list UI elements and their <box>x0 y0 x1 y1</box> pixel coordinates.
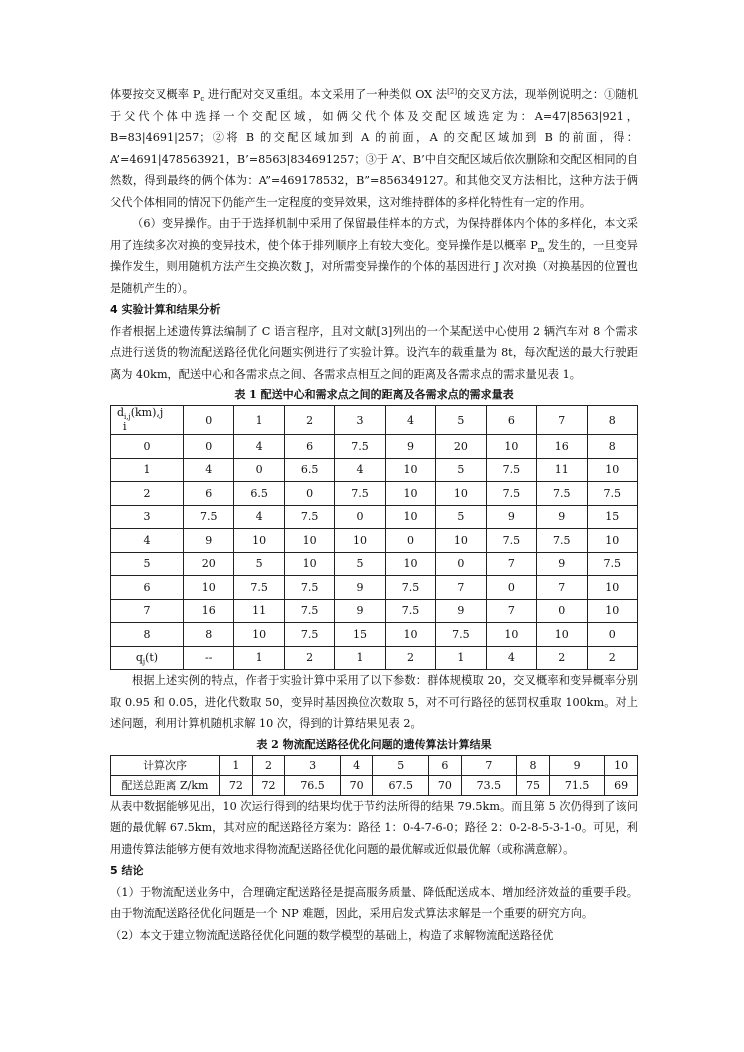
distance-cell: 7.5 <box>284 599 334 623</box>
demand-cell: 2 <box>385 646 435 670</box>
paragraph-conclusion-1: （1）于物流配送业务中，合理确定配送路径是提高服务质量、降低配送成本、增加经济效益的重要手段。由于物流配送路径优化问题是一个 NP 难题，因此，采用启发式算法求解是一个重要的研究方向。 <box>110 885 638 920</box>
distance-cell: 7.5 <box>385 599 435 623</box>
demand-cell: 1 <box>234 646 284 670</box>
row-label: 5 <box>111 552 184 576</box>
distance-cell: 7.5 <box>284 505 334 529</box>
order-cell: 2 <box>252 755 285 775</box>
order-cell: 5 <box>373 755 429 775</box>
col-header: 2 <box>284 406 334 435</box>
distance-cell: 6.5 <box>284 458 334 482</box>
section-heading-4: 4 实验计算和结果分析 <box>110 303 221 316</box>
distance-cell: 0 <box>284 482 334 506</box>
table1-caption: 表 1 配送中心和需求点之间的距离及各需求点的需求量表 <box>234 388 514 401</box>
row-label: 6 <box>111 576 184 600</box>
distance-cell: 15 <box>335 623 385 647</box>
distance-cell: 10 <box>486 623 536 647</box>
demand-cell: 2 <box>284 646 334 670</box>
distance-cell: 4 <box>234 505 284 529</box>
distance-cell: 16 <box>184 599 234 623</box>
distance-cell: 0 <box>234 458 284 482</box>
distance-cell: 72 <box>220 775 253 795</box>
distance-cell: 10 <box>436 529 486 553</box>
demand-cell: 2 <box>587 646 638 670</box>
distance-cell: 9 <box>486 505 536 529</box>
distance-cell: 6.5 <box>234 482 284 506</box>
distance-cell: 10 <box>486 435 536 459</box>
distance-cell: 7.5 <box>436 623 486 647</box>
row-label: 配送总距离 Z/km <box>111 775 220 795</box>
col-header: 5 <box>436 406 486 435</box>
col-header: 7 <box>537 406 587 435</box>
distance-cell: 0 <box>335 505 385 529</box>
row-label: 7 <box>111 599 184 623</box>
distance-cell: 10 <box>587 576 638 600</box>
paragraph-experiment: 作者根据上述遗传算法编制了 C 语言程序，且对文献[3]列出的一个某配送中心使用 2 辆汽车对 8 个需求点进行送货的物流配送路径优化问题实例进行了实验计算。设汽车的载重量为 8t，每次配送的最大行驶距离为 40km，配送中心和各需求点之间、各需求点相互之间的距离及各需求点的需求量见表 1。 <box>110 324 638 381</box>
distance-cell: 10 <box>234 623 284 647</box>
distance-cell: 67.5 <box>373 775 429 795</box>
distance-cell: 75 <box>517 775 550 795</box>
distance-cell: 7.5 <box>486 458 536 482</box>
distance-cell: 15 <box>587 505 638 529</box>
distance-cell: 10 <box>335 529 385 553</box>
row-label: 计算次序 <box>111 755 220 775</box>
table-row <box>111 552 638 576</box>
distance-cell: 16 <box>537 435 587 459</box>
distance-cell: 10 <box>537 623 587 647</box>
distance-cell: 7.5 <box>284 576 334 600</box>
demand-cell: 1 <box>436 646 486 670</box>
table-row <box>111 775 638 795</box>
distance-cell: 7 <box>486 552 536 576</box>
demand-row <box>111 646 638 670</box>
col-header: 8 <box>587 406 638 435</box>
table-row <box>111 458 638 482</box>
distance-cell: 7.5 <box>486 482 536 506</box>
distance-cell: 5 <box>436 505 486 529</box>
demand-cell: 2 <box>537 646 587 670</box>
distance-cell: 10 <box>436 482 486 506</box>
distance-cell: 10 <box>385 552 435 576</box>
distance-cell: 4 <box>234 435 284 459</box>
distance-cell: 9 <box>335 599 385 623</box>
distance-cell: 7.5 <box>184 505 234 529</box>
distance-cell: 10 <box>284 529 334 553</box>
distance-cell: 0 <box>486 576 536 600</box>
distance-cell: 20 <box>184 552 234 576</box>
distance-cell: 6 <box>184 482 234 506</box>
distance-cell: 69 <box>605 775 638 795</box>
distance-cell: 7.5 <box>587 482 638 506</box>
row-label: 8 <box>111 623 184 647</box>
paragraph-mutation: （6）变异操作。由于于选择机制中采用了保留最佳样本的方式，为保持群体内个体的多样化，本文采用了连续多次对换的变异技术，使个体于排列顺序上有较大变化。变异操作是以概率 $P_m$ 发生的，一旦变异操作发生，则用随机方法产生交换次数 J，对所需变异操作的个体的基因进行 J 次对换（对换基因的位置也是随机产生的）。 <box>110 217 638 295</box>
distance-cell: 10 <box>385 505 435 529</box>
distance-cell: 7 <box>436 576 486 600</box>
section-heading-5: 5 结论 <box>110 864 144 877</box>
row-label: 2 <box>111 482 184 506</box>
distance-cell: 4 <box>335 458 385 482</box>
row-label: $q_j(t)$ <box>111 646 184 670</box>
results-table <box>110 755 638 796</box>
order-cell: 8 <box>517 755 550 775</box>
distance-cell: 71.5 <box>549 775 605 795</box>
row-label: 4 <box>111 529 184 553</box>
distance-cell: 10 <box>385 458 435 482</box>
table-row <box>111 576 638 600</box>
distance-cell: 5 <box>234 552 284 576</box>
demand-cell: 4 <box>486 646 536 670</box>
distance-cell: 0 <box>184 435 234 459</box>
table-row <box>111 529 638 553</box>
col-header: 4 <box>385 406 435 435</box>
distance-cell: 4 <box>184 458 234 482</box>
table-row <box>111 505 638 529</box>
order-cell: 4 <box>340 755 373 775</box>
distance-cell: 72 <box>252 775 285 795</box>
col-header: 6 <box>486 406 536 435</box>
distance-cell: 9 <box>537 552 587 576</box>
distance-cell: 7.5 <box>335 482 385 506</box>
table-row <box>111 482 638 506</box>
col-header: 0 <box>184 406 234 435</box>
distance-cell: 8 <box>184 623 234 647</box>
table-header-row <box>111 406 638 435</box>
distance-cell: 10 <box>385 623 435 647</box>
distance-cell: 7.5 <box>234 576 284 600</box>
distance-cell: 7.5 <box>284 623 334 647</box>
distance-cell: 11 <box>537 458 587 482</box>
distance-cell: 73.5 <box>461 775 517 795</box>
distance-cell: 10 <box>587 599 638 623</box>
distance-cell: 7.5 <box>335 435 385 459</box>
distance-cell: 70 <box>340 775 373 795</box>
distance-cell: 10 <box>284 552 334 576</box>
table2-caption: 表 2 物流配送路径优化问题的遗传算法计算结果 <box>256 737 492 751</box>
table-row <box>111 755 638 775</box>
distance-cell: 76.5 <box>285 775 341 795</box>
distance-cell: 5 <box>436 458 486 482</box>
row-label: 0 <box>111 435 184 459</box>
paragraph-crossover: 体要按交叉概率 $P_c$ 进行配对交叉重组。本文采用了一种类似 OX 法[2]的交叉方法，现举例说明之：①随机于父代个体中选择一个交配区域，如俩父代个体及交配区域选定为：A=47|8563|921，B=83|4691|257；②将 B 的交配区域加到 A 的前面，A 的交配区域加到 B 的前面，得：A’=4691|478563921，B’=8563|834691257；③于 A’、B’中自交配区域后依次删除和交配区相同的自然数，得到最终的俩个体为：A”=469178532，B”=856349127。和其他交叉方法相比，这种方法于俩父代个体相同的情况下仍能产生一定程度的变异效果，这对维持群体的多样化特性有一定的作用。 <box>110 87 638 209</box>
document-page <box>110 84 638 946</box>
distance-cell: 10 <box>587 529 638 553</box>
distance-cell: 7.5 <box>587 552 638 576</box>
distance-cell: 7.5 <box>486 529 536 553</box>
order-cell: 1 <box>220 755 253 775</box>
distance-cell: 0 <box>537 599 587 623</box>
distance-cell: 11 <box>234 599 284 623</box>
table-row <box>111 623 638 647</box>
distance-cell: 10 <box>587 458 638 482</box>
demand-cell: -- <box>184 646 234 670</box>
distance-cell: 70 <box>429 775 462 795</box>
distance-cell: 7.5 <box>537 529 587 553</box>
distance-cell: 10 <box>184 576 234 600</box>
distance-cell: 6 <box>284 435 334 459</box>
distance-cell: 0 <box>436 552 486 576</box>
order-cell: 6 <box>429 755 462 775</box>
distance-cell: 7.5 <box>385 576 435 600</box>
distance-cell: 7.5 <box>537 482 587 506</box>
distance-cell: 5 <box>335 552 385 576</box>
distance-cell: 7 <box>537 576 587 600</box>
distance-cell: 0 <box>587 623 638 647</box>
row-label: 1 <box>111 458 184 482</box>
paragraph-conclusion-2: （2）本文于建立物流配送路径优化问题的数学模型的基础上，构造了求解物流配送路径优 <box>110 928 554 942</box>
distance-cell: 0 <box>385 529 435 553</box>
demand-cell: 1 <box>335 646 385 670</box>
distance-cell: 9 <box>335 576 385 600</box>
distance-cell: 7 <box>486 599 536 623</box>
paragraph-results: 从表中数据能够见出，10 次运行得到的结果均优于节约法所得的结果 79.5km。而且第 5 次仍得到了该问题的最优解 67.5km，其对应的配送路径方案为：路径 1：0-4-7-6-0；路径 2：0-2-8-5-3-1-0。可见，利用遗传算法能够方便有效地求得物流配送路径优化问题的最优解或近似最优解（或称满意解）。 <box>110 799 638 856</box>
col-header: 3 <box>335 406 385 435</box>
order-cell: 10 <box>605 755 638 775</box>
distance-cell: 10 <box>234 529 284 553</box>
distance-cell: 20 <box>436 435 486 459</box>
distance-cell: 9 <box>385 435 435 459</box>
distance-table <box>110 405 638 670</box>
order-cell: 3 <box>285 755 341 775</box>
distance-cell: 8 <box>587 435 638 459</box>
col-header: 1 <box>234 406 284 435</box>
distance-cell: 9 <box>537 505 587 529</box>
corner-cell: $d_{i,j}(km),j$ i <box>111 406 184 435</box>
table-row <box>111 435 638 459</box>
row-label: 3 <box>111 505 184 529</box>
distance-cell: 10 <box>385 482 435 506</box>
order-cell: 7 <box>461 755 517 775</box>
distance-cell: 9 <box>436 599 486 623</box>
table-row <box>111 599 638 623</box>
paragraph-parameters: 根据上述实例的特点，作者于实验计算中采用了以下参数：群体规模取 20，交叉概率和变异概率分别取 0.95 和 0.05，进化代数取 50，变异时基因换位次数取 5，对不可行路径的惩罚权重取 100km。对上述问题，利用计算机随机求解 10 次，得到的计算结果见表 2。 <box>110 674 638 730</box>
distance-cell: 9 <box>184 529 234 553</box>
order-cell: 9 <box>549 755 605 775</box>
